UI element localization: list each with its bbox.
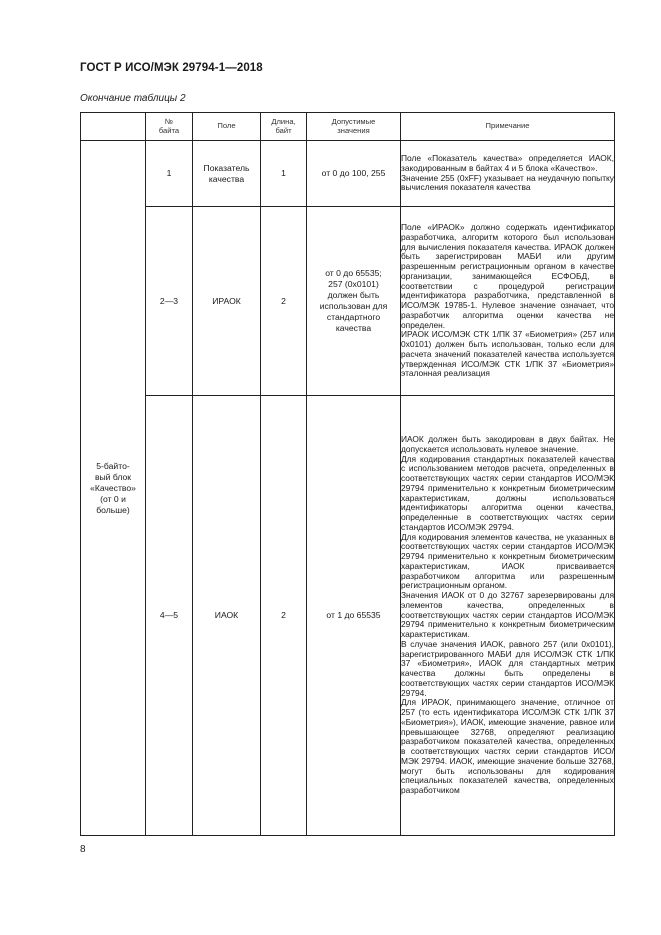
byte-number-cell: 1 <box>146 141 193 207</box>
table-row-vendor-id <box>81 207 615 396</box>
document-title: ГОСТ Р ИСО/МЭК 29794-1—2018 <box>80 62 263 74</box>
note-paragraph: Поле «ИРАОК» должно содержать идентификатор разработчика, алгоритм которого был использован для вычисления показателя качества. ИРАОК должен быть зарегистрирован МАБИ или другим разрешенным регистрационным органом в качестве организации, занимающейся ЕСФОБД, в соответствии с процедурой регистрации идентификатора разработчика, представленной в ИСО/МЭК 19785-1. Нулевое значение означает, что разработчик алгоритма оценки качества не определен. <box>401 222 614 330</box>
header-allowed-values: Допустимые значения <box>307 113 401 141</box>
allowed-values-cell: от 0 до 65535; 257 (0x0101) должен быть использован для стандартного качества <box>307 207 401 396</box>
length-cell: 2 <box>261 207 307 396</box>
note-paragraph: В случае значения ИАОК, равного 257 (или 0x0101), зарегистрированного МАБИ для ИСО/МЭК СТК 1/ПК 37 «Биометрия», ИАОК для стандартных метрик качества должны быть определены в соответствующих частях серии стандартов ИСО/МЭК 29794. <box>401 638 614 698</box>
table-row-algorithm-id <box>81 396 615 836</box>
header-note: Примечание <box>401 113 615 141</box>
spec-table <box>80 112 615 836</box>
note-paragraph: Значения ИАОК от 0 до 32767 зарезервированы для элементов качества, определенных в соответствующих частях серии стандартов ИСО/МЭК 29794 применительно к конкретным биометрическим характеристикам. <box>401 590 614 640</box>
table-header-row <box>81 113 615 141</box>
field-name-cell: Показатель качества <box>193 141 261 207</box>
table-caption: Окончание таблицы 2 <box>80 93 186 104</box>
note-paragraph: ИАОК должен быть закодирован в двух байтах. Не допускается использовать нулевое значение. <box>401 434 614 454</box>
header-length: Длина, байт <box>261 113 307 141</box>
byte-number-cell: 2—3 <box>146 207 193 396</box>
page-number: 8 <box>80 844 86 855</box>
note-paragraph: Для ИРАОК, принимающего значение, отличное от 257 (то есть идентификатора ИСО/МЭК СТК 1/ПК 37 «Биометрия»), ИАОК, имеющие значение, равное или превышающее 32768, определяют реализацию разработчиком показателей качества, определенных в соответствующих частях серии стандартов ИСО/МЭК 29794. ИАОК, имеющие значение больше 32768, могут быть использованы для кодирования специальных показателей качества, определенных разработчиком <box>401 697 614 796</box>
allowed-values-cell: от 1 до 65535 <box>307 396 401 836</box>
note-paragraph: Для кодирования стандартных показателей качества с использованием методов расчета, определенных в соответствующих частях серии стандартов ИСО/МЭК 29794 применительно к конкретным биометрическим характеристикам, должны использоваться идентификаторы алгоритма оценки качества, определенные в соответствующих частях серии стандартов ИСО/МЭК 29794. <box>401 453 614 532</box>
length-cell: 2 <box>261 396 307 836</box>
note-cell <box>401 207 615 396</box>
field-name-cell: ИАОК <box>193 396 261 836</box>
note-paragraph: Поле «Показатель качества» определяется ИАОК, закодированным в байтах 4 и 5 блока «Качество». <box>401 153 614 173</box>
length-cell: 1 <box>261 141 307 207</box>
allowed-values-cell: от 0 до 100, 255 <box>307 141 401 207</box>
byte-number-cell: 4—5 <box>146 396 193 836</box>
block-label-cell: 5-байто- вый блок «Качество» (от 0 и больше) <box>81 141 146 836</box>
header-empty-cell <box>81 113 146 141</box>
header-field: Поле <box>193 113 261 141</box>
note-paragraph: ИРАОК ИСО/МЭК СТК 1/ПК 37 «Биометрия» (257 или 0x0101) должен быть использован, только если для расчета значений показателей качества используется утвержденная ИСО/МЭК СТК 1/ПК 37 «Биометрия» эталонная реализация <box>401 329 614 379</box>
note-paragraph: Значение 255 (0xFF) указывает на неудачную попытку вычисления показателя качества <box>401 172 614 193</box>
field-name-cell: ИРАОК <box>193 207 261 396</box>
table-row-quality-score <box>81 141 615 207</box>
header-byte-number: № байта <box>146 113 193 141</box>
note-paragraph: Для кодирования элементов качества, не указанных в соответствующих частях серии стандартов ИСО/МЭК 29794 применительно к конкретным биометрическим характеристикам, ИАОК присваивается разработчиком алгоритма или разрешенным регистрационным органом. <box>401 531 614 591</box>
note-cell <box>401 141 615 207</box>
note-cell <box>401 396 615 836</box>
